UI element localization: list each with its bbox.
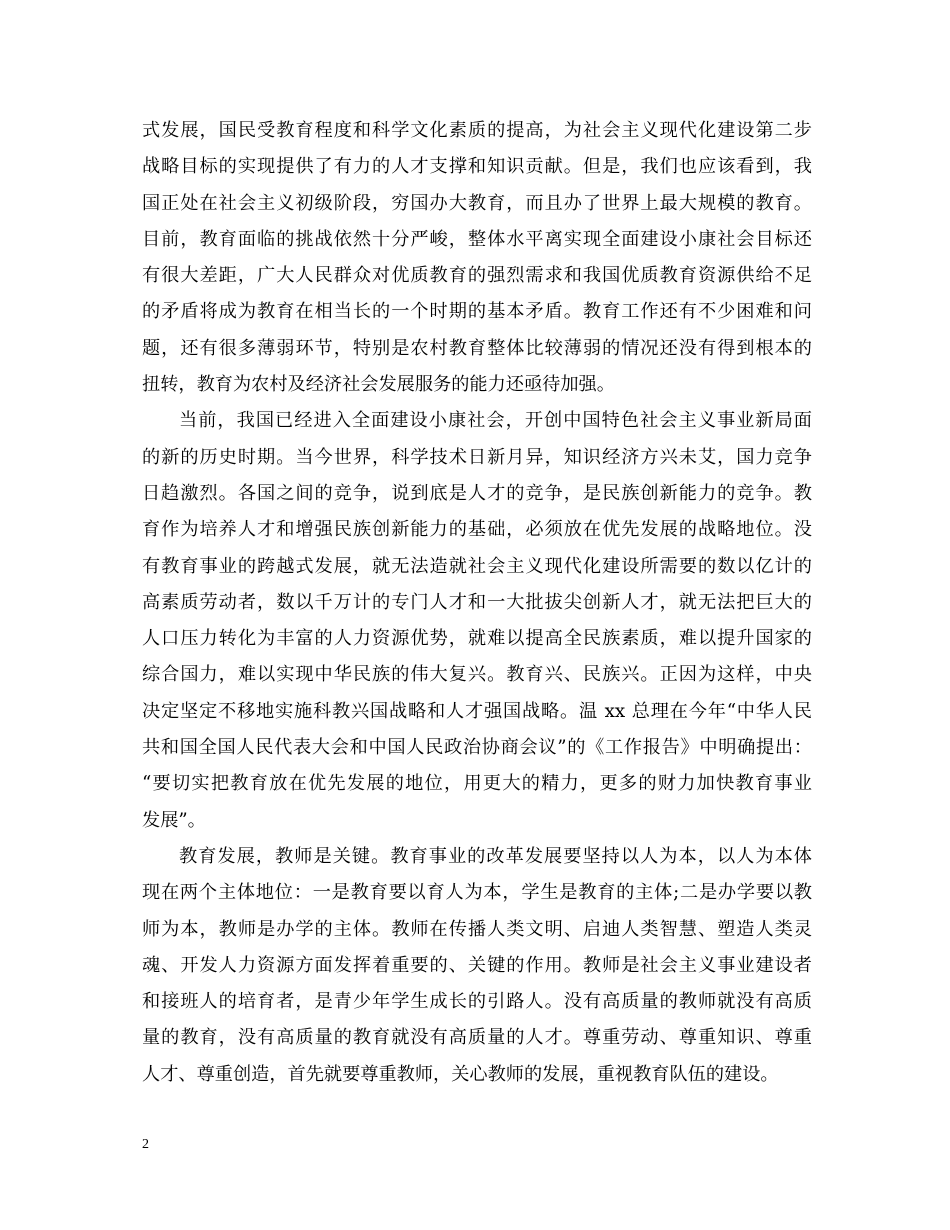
text-line: 决定坚定不移地实施科教兴国战略和人才强国战略。温 xx 总理在今年“中华人民 xyxy=(142,700,812,722)
text-line: 现在两个主体地位：一是教育要以育人为本，学生是教育的主体;二是办学要以教 xyxy=(142,882,812,904)
text-line: 当前，我国已经进入全面建设小康社会，开创中国特色社会主义事业新局面 xyxy=(179,410,812,432)
text-line: 教育发展，教师是关键。教育事业的改革发展要坚持以人为本，以人为本体 xyxy=(179,845,812,867)
text-line: 高素质劳动者，数以千万计的专门人才和一大批拔尖创新人才，就无法把巨大的 xyxy=(142,591,812,613)
text-line: 日趋激烈。各国之间的竞争，说到底是人才的竞争，是民族创新能力的竞争。教 xyxy=(142,482,812,504)
text-line: 国正处在社会主义初级阶段，穷国办大教育，而且办了世界上最大规模的教育。 xyxy=(142,192,812,214)
text-line: 发展”。 xyxy=(142,809,206,831)
text-line: 有教育事业的跨越式发展，就无法造就社会主义现代化建设所需要的数以亿计的 xyxy=(142,555,812,577)
text-line: 扭转，教育为农村及经济社会发展服务的能力还亟待加强。 xyxy=(142,374,615,396)
text-line: “要切实把教育放在优先发展的地位，用更大的精力，更多的财力加快教育事业 xyxy=(142,773,812,795)
text-line: 共和国全国人民代表大会和中国人民政治协商会议”的《工作报告》中明确提出： xyxy=(142,737,812,759)
text-line: 育作为培养人才和增强民族创新能力的基础，必须放在优先发展的战略地位。没 xyxy=(142,519,812,541)
page-number: 2 xyxy=(142,1137,149,1152)
text-line: 综合国力，难以实现中华民族的伟大复兴。教育兴、民族兴。正因为这样，中央 xyxy=(142,664,812,686)
paragraph-1 xyxy=(142,113,812,403)
text-line: 魂、开发人力资源方面发挥着重要的、关键的作用。教师是社会主义事业建设者 xyxy=(142,954,812,976)
text-line: 有很大差距，广大人民群众对优质教育的强烈需求和我国优质教育资源供给不足 xyxy=(142,265,812,287)
paragraph-3 xyxy=(142,839,812,1093)
text-line: 的新的历史时期。当今世界，科学技术日新月异，知识经济方兴未艾，国力竞争 xyxy=(142,446,812,468)
text-line: 战略目标的实现提供了有力的人才支撑和知识贡献。但是，我们也应该看到，我 xyxy=(142,156,812,178)
text-line: 目前，教育面临的挑战依然十分严峻，整体水平离实现全面建设小康社会目标还 xyxy=(142,228,812,250)
text-line: 师为本，教师是办学的主体。教师在传播人类文明、启迪人类智慧、塑造人类灵 xyxy=(142,918,812,940)
text-line: 题，还有很多薄弱环节，特别是农村教育整体比较薄弱的情况还没有得到根本的 xyxy=(142,337,812,359)
text-line: 和接班人的培育者，是青少年学生成长的引路人。没有高质量的教师就没有高质 xyxy=(142,991,812,1013)
text-line: 量的教育，没有高质量的教育就没有高质量的人才。尊重劳动、尊重知识、尊重 xyxy=(142,1027,812,1049)
text-line: 人口压力转化为丰富的人力资源优势，就难以提高全民族素质，难以提升国家的 xyxy=(142,628,812,650)
document-body xyxy=(142,113,812,1093)
text-line: 的矛盾将成为教育在相当长的一个时期的基本矛盾。教育工作还有不少困难和问 xyxy=(142,301,812,323)
text-line: 式发展，国民受教育程度和科学文化素质的提高，为社会主义现代化建设第二步 xyxy=(142,120,812,141)
text-line: 人才、尊重创造，首先就要尊重教师，关心教师的发展，重视教育队伍的建设。 xyxy=(142,1063,779,1085)
paragraph-2 xyxy=(142,403,812,839)
